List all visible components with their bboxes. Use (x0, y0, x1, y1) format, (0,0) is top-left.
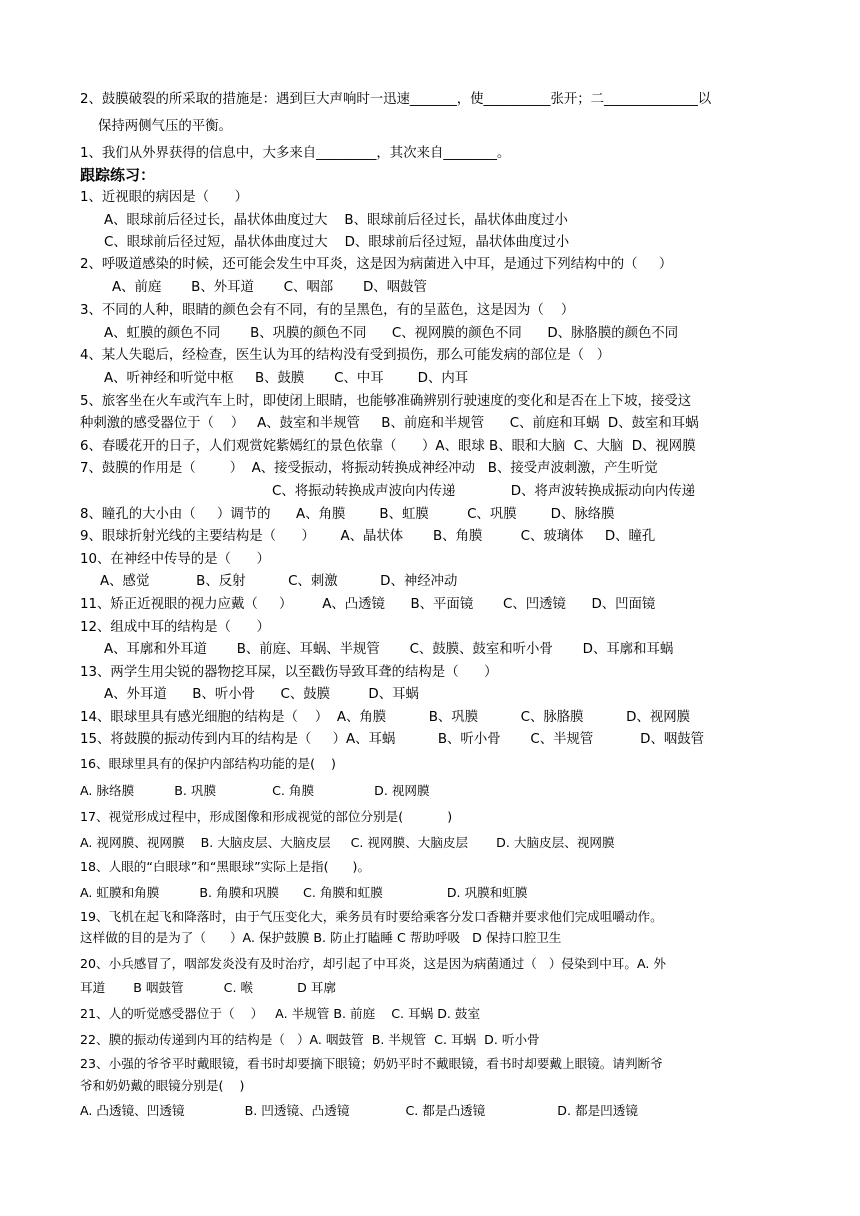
question-14: 14、眼球里具有感光细胞的结构是（ ） A、角膜 B、巩膜 C、脉胳膜 D、视网膜 (80, 710, 690, 725)
question-8: 8、瞳孔的大小由（ ）调节的 A、角膜 B、虹膜 C、巩膜 D、脉络膜 (80, 507, 615, 522)
question-17: 17、视觉形成过程中，形成图像和形成视觉的部位分别是( ) (80, 809, 453, 824)
fill-blank-question-2-cont: 保持两侧气压的平衡。 (98, 119, 232, 134)
question-20: 20、小兵感冒了，咽部发炎没有及时治疗，却引起了中耳炎，这是因为病菌通过（ ）侵染到中耳。A. 外 (80, 956, 666, 971)
question-11: 11、矫正近视眼的视力应戴（ ） A、凸透镜 B、平面镜 C、凹透镜 D、凹面镜 (80, 597, 656, 612)
question-9: 9、眼球折射光线的主要结构是（ ） A、晶状体 B、角膜 C、玻璃体 D、瞳孔 (80, 529, 656, 544)
question-21: 21、人的听觉感受器位于（ ） A. 半规管 B. 前庭 C. 耳蜗 D. 鼓室 (80, 1006, 481, 1021)
question-23: 23、小强的爷爷平时戴眼镜，看书时却要摘下眼镜；奶奶平时不戴眼镜，看书时却要戴上眼镜。请判断爷 (80, 1056, 663, 1071)
question-20-cont: 耳道 B 咽鼓管 C. 喉 D 耳廓 (80, 980, 336, 995)
question-1-options-cd: C、眼球前后径过短，晶状体曲度过大 D、眼球前后径过短，晶状体曲度过小 (104, 235, 570, 250)
question-17-options: A. 视网膜、视网膜 B. 大脑皮层、大脑皮层 C. 视网膜、大脑皮层 D. 大脑皮层、视网膜 (80, 835, 615, 850)
fill-blank-question-1: 1、我们从外界获得的信息中，大多来自_________，其次来自________。 (80, 146, 511, 161)
fill-blank-question-2: 2、鼓膜破裂的所采取的措施是：遇到巨大声响时一迅速_______，使__________张开；二______________以 (80, 92, 712, 107)
question-19-cont: 这样做的目的是为了（ ）A. 保护鼓膜 B. 防止打瞌睡 C 帮助呼吸 D 保持口腔卫生 (80, 930, 562, 945)
question-18-options: A. 虹膜和角膜 B. 角膜和巩膜 C. 角膜和虹膜 D. 巩膜和虹膜 (80, 885, 528, 900)
question-1-options-ab: A、眼球前后径过长，晶状体曲度过大 B、眼球前后径过长，晶状体曲度过小 (104, 213, 568, 228)
question-12-options: A、耳廓和外耳道 B、前庭、耳蜗、半规管 C、鼓膜、鼓室和听小骨 D、耳廓和耳蜗 (104, 642, 674, 657)
question-5: 5、旅客坐在火车或汽车上时，即使闭上眼睛，也能够准确辨别行驶速度的变化和是否在上下坡，接受这 (80, 394, 692, 409)
question-4-options: A、听神经和听觉中枢 B、鼓膜 C、中耳 D、内耳 (104, 371, 469, 386)
question-16-options: A. 脉络膜 B. 巩膜 C. 角膜 D. 视网膜 (80, 783, 430, 798)
question-3: 3、不同的人种，眼睛的颜色会有不同，有的呈黑色，有的呈蓝色，这是因为（ ） (80, 303, 575, 318)
question-10-options: A、感觉 B、反射 C、刺激 D、神经冲动 (100, 574, 458, 589)
question-13-options: A、外耳道 B、听小骨 C、鼓膜 D、耳蜗 (104, 687, 419, 702)
question-15: 15、将鼓膜的振动传到内耳的结构是（ ）A、耳蜗 B、听小骨 C、半规管 D、咽鼓管 (80, 732, 705, 747)
question-4: 4、某人失聪后，经检查，医生认为耳的结构没有受到损伤，那么可能发病的部位是（ ） (80, 348, 611, 363)
question-2-options: A、前庭 B、外耳道 C、咽部 D、咽鼓管 (112, 280, 427, 295)
question-19: 19、飞机在起飞和降落时，由于气压变化大，乘务员有时要给乘客分发口香糖并要求他们完成咀嚼动作。 (80, 909, 663, 924)
question-22: 22、膜的振动传递到内耳的结构是（ ）A. 咽鼓管 B. 半规管 C. 耳蜗 D. 听小骨 (80, 1032, 540, 1047)
question-23-cont: 爷和奶奶戴的眼镜分别是( ) (80, 1078, 245, 1093)
question-10: 10、在神经中传导的是（ ） (80, 552, 270, 567)
question-5-options: 种刺激的感受器位于（ ） A、鼓室和半规管 B、前庭和半规管 C、前庭和耳蜗 D、鼓室和耳蜗 (80, 416, 699, 431)
question-1: 1、近视眼的病因是（ ） (80, 190, 248, 205)
question-2: 2、呼吸道感染的时候，还可能会发生中耳炎，这是因为病菌进入中耳，是通过下列结构中的（ ） (80, 257, 673, 272)
question-6: 6、春暖花开的日子，人们观赏姹紫嫣红的景色依靠（ ）A、眼球 B、眼和大脑 C、大脑 D、视网膜 (80, 439, 696, 454)
question-18: 18、人眼的“白眼球”和“黑眼球”实际上是指( )。 (80, 859, 371, 874)
question-3-options: A、虹膜的颜色不同 B、巩膜的颜色不同 C、视网膜的颜色不同 D、脉胳膜的颜色不同 (104, 326, 679, 341)
question-16: 16、眼球里具有的保护内部结构功能的是( ) (80, 756, 336, 771)
question-7: 7、鼓膜的作用是（ ） A、接受振动，将振动转换成神经冲动 B、接受声波刺激，产生听觉 (80, 461, 658, 476)
section-heading: 跟踪练习： (80, 166, 156, 184)
question-7-options-cd: C、将振动转换成声波向内传递 D、将声波转换成振动向内传递 (272, 484, 696, 499)
question-12: 12、组成中耳的结构是（ ） (80, 620, 270, 635)
question-23-options: A. 凸透镜、凹透镜 B. 凹透镜、凸透镜 C. 都是凸透镜 D. 都是凹透镜 (80, 1103, 638, 1118)
question-13: 13、两学生用尖锐的器物挖耳屎，以至戳伤导致耳聋的结构是（ ） (80, 665, 498, 680)
